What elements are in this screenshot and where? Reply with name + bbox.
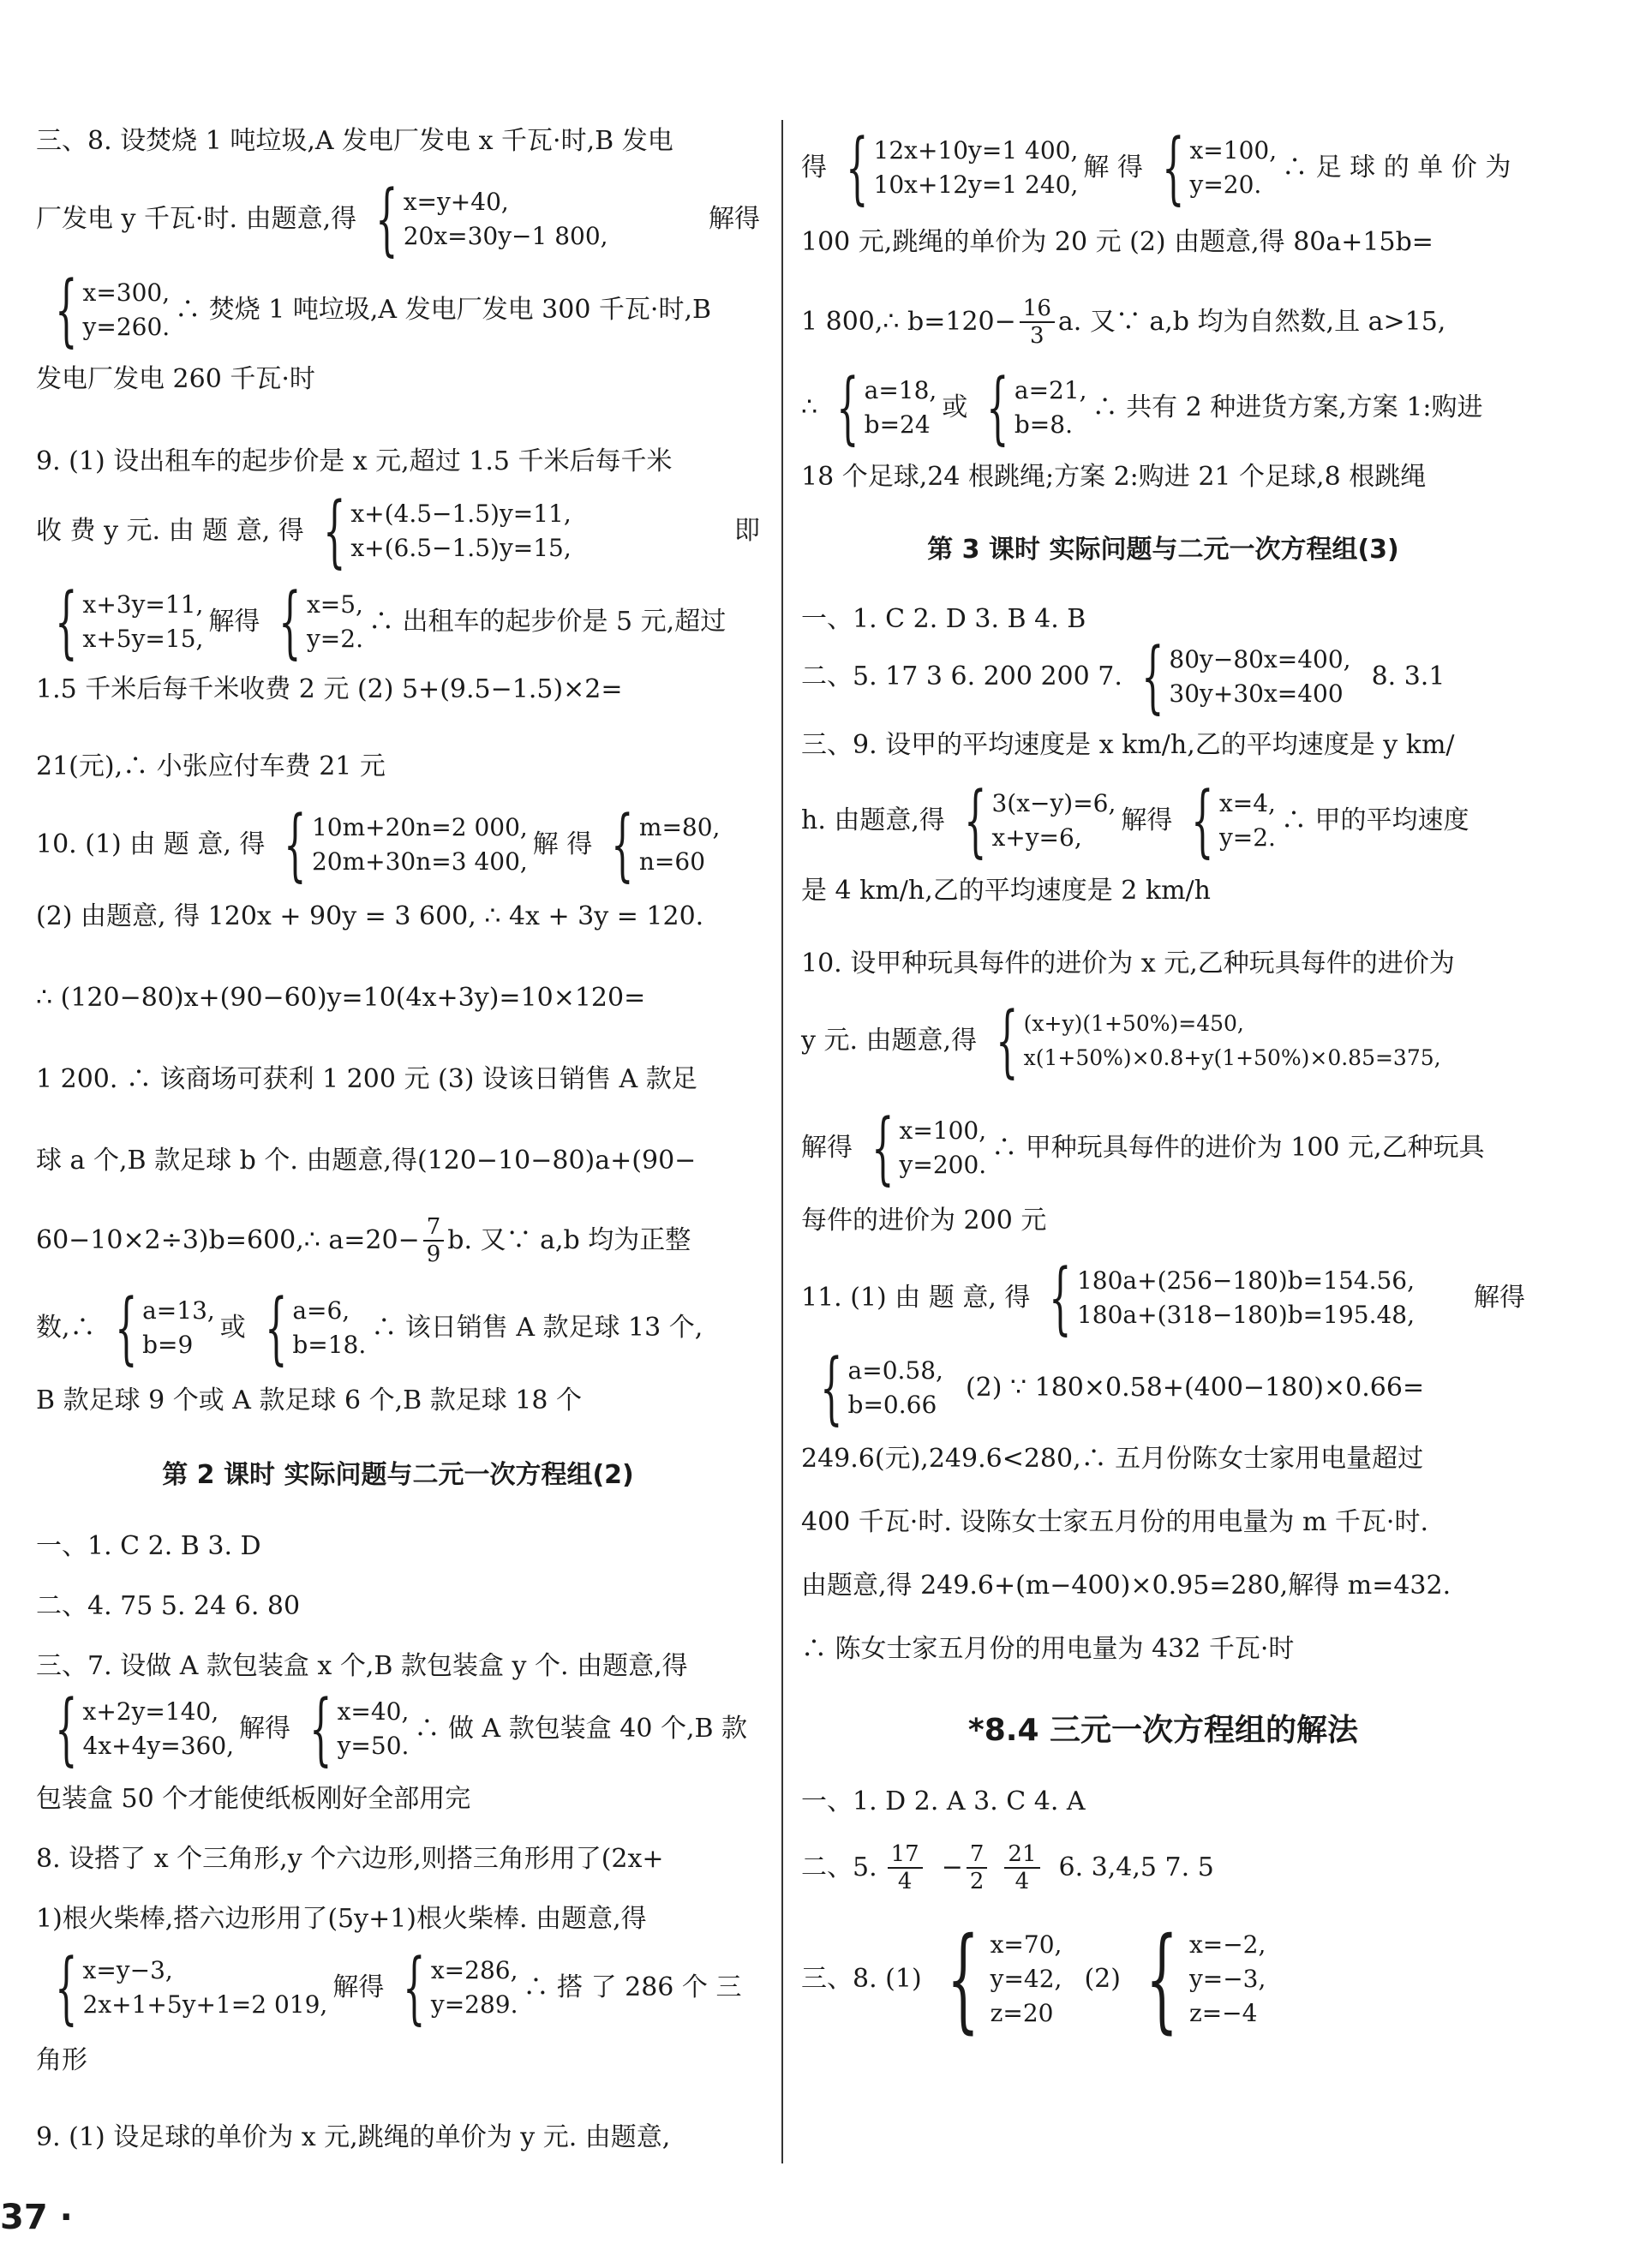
text-line: 由题意,得 249.6+(m−400)×0.95=280,解得 m=432. [801, 1571, 1451, 1601]
text-line: 9. (1) 设出租车的起步价是 x 元,超过 1.5 千米后每千米 [36, 446, 673, 476]
equation-system: { x+3y=11, x+5y=15, [55, 576, 204, 667]
equation-system: { m=80, n=60 [611, 799, 721, 890]
text-line: { x=300, y=260. ∴ 焚烧 1 吨垃圾,A 发电厂发电 300 千瓦·时,B [36, 276, 760, 344]
text-line: 21(元),∴ 小张应付车费 21 元 [36, 751, 386, 781]
text-line: 18 个足球,24 根跳绳;方案 2:购进 21 个足球,8 根跳绳 [801, 462, 1427, 492]
equation-system: { a=13, b=9 [114, 1282, 215, 1373]
equation-system: { a=6, b=18. [264, 1282, 367, 1373]
text-line: 二、5. $\frac{17}{4}$ − $\frac{7}{2}$ $\frac{21}{4}$ 6. 3,4,5 7. 5 [801, 1841, 1214, 1894]
equation-system: { x+2y=140, 4x+4y=360, [55, 1683, 235, 1774]
text-line: { x+3y=11, x+5y=15, 解得 { x=5, y=2. ∴ 出租车的起步价是 5 元,超过 [36, 588, 760, 656]
text-line: h. 由题意,得 { 3(x−y)=6, x+y=6, 解得 { x=4, y=2. ∴ 甲的平均速度 [801, 775, 1469, 866]
text-line: 每件的进价为 200 元 [801, 1206, 1047, 1236]
text-line: 是 4 km/h,乙的平均速度是 2 km/h [801, 876, 1211, 906]
section-heading: 第 3 课时 实际问题与二元一次方程组(3) [927, 535, 1399, 565]
text-line: 角形 [36, 2045, 87, 2075]
text-line: 包装盒 50 个才能使纸板刚好全部用完 [36, 1784, 471, 1814]
equation-system: { x=70, y=42, z=20 [946, 1913, 1062, 2045]
text-line: 球 a 个,B 款足球 b 个. 由题意,得(120−10−80)a+(90− [36, 1146, 697, 1176]
equation-system: { x=300, y=260. [55, 264, 171, 356]
text-line: ∴ 陈女士家五月份的用电量为 432 千瓦·时 [801, 1634, 1295, 1664]
text-line: 一、1. D 2. A 3. C 4. A [801, 1786, 1086, 1816]
text-line: 得 { 12x+10y=1 400, 10x+12y=1 240, 解 得 { x=100, y=20. ∴ 足 球 的 单 价 为 [801, 122, 1511, 213]
text-line: { x+2y=140, 4x+4y=360, 解得 { x=40, y=50. ∴ 做 A 款包装盒 40 个,B 款 [36, 1695, 760, 1763]
equation-system: { x=4, y=2. [1191, 775, 1276, 866]
section-heading: 第 2 课时 实际问题与二元一次方程组(2) [162, 1460, 634, 1490]
fraction: $\frac{17}{4}$ [888, 1841, 923, 1894]
equation-system: { x=y−3, 2x+1+5y+1=2 019, [55, 1942, 328, 2033]
equation-system: { x=286, y=289. [403, 1942, 518, 2033]
fraction: $\frac{7}{9}$ [423, 1214, 445, 1267]
page-number: 37 · [0, 2198, 73, 2237]
text-line: 10. (1) 由 题 意, 得 { 10m+20n=2 000, 20m+30n=3 400, 解 得 { m=80, n=60 [36, 799, 721, 890]
equation-system: { x=−2, y=−3, z=−4 [1146, 1913, 1266, 2045]
fraction: $\frac{21}{4}$ [1004, 1841, 1039, 1894]
text-line: 发电厂发电 260 千瓦·时 [36, 364, 315, 394]
text-line: 二、5. 17 3 6. 200 200 7. { 80y−80x=400, 30y+30x=400 8. 3.1 [801, 631, 1445, 722]
equation-system: { x=40, y=50. [309, 1683, 410, 1774]
equation-system: { x=y+40, 20x=30y−1 800, [375, 173, 608, 265]
text-line: 数,∴ { a=13, b=9 或 { a=6, b=18. ∴ 该日销售 A 款足球 13 个, [36, 1282, 703, 1373]
text-line: { a=0.58, b=0.66 (2) ∵ 180×0.58+(400−180)×0.66= [801, 1354, 1525, 1422]
equation-system: { 12x+10y=1 400, 10x+12y=1 240, [846, 122, 1079, 213]
equation-system: { x=100, y=200. [871, 1102, 987, 1194]
column-divider [781, 120, 783, 2163]
text-line: 1 800,∴ b=120− $\frac{16}{3}$ a. 又∵ a,b 均为自然数,且 a>15, [801, 296, 1446, 349]
text-line: 一、1. C 2. B 3. D [36, 1531, 261, 1561]
text-line: 249.6(元),249.6<280,∴ 五月份陈女士家用电量超过 [801, 1444, 1424, 1474]
text-line: 厂发电 y 千瓦·时. 由题意,得 { x=y+40, 20x=30y−1 800, 解得 [36, 173, 760, 265]
equation-system: { x=5, y=2. [278, 576, 363, 667]
text-line: 11. (1) 由 题 意, 得 { 180a+(256−180)b=154.56, 180a+(318−180)b=195.48, 解得 [801, 1252, 1525, 1343]
fraction: $\frac{7}{2}$ [967, 1841, 988, 1894]
text-line: ∴ { a=18, b=24 或 { a=21, b=8. ∴ 共有 2 种进货方案,方案 1:购进 [801, 362, 1483, 453]
text-line: 100 元,跳绳的单价为 20 元 (2) 由题意,得 80a+15b= [801, 227, 1433, 257]
text-line: ∴ (120−80)x+(90−60)y=10(4x+3y)=10×120= [36, 983, 646, 1013]
equation-system: { a=21, b=8. [986, 362, 1087, 453]
text-line: 三、7. 设做 A 款包装盒 x 个,B 款包装盒 y 个. 由题意,得 [36, 1651, 688, 1681]
fraction: $\frac{16}{3}$ [1020, 296, 1055, 349]
text-line: 三、9. 设甲的平均速度是 x km/h,乙的平均速度是 y km/ [801, 730, 1455, 760]
equation-system: { x+(4.5−1.5)y=11, x+(6.5−1.5)y=15, [322, 485, 572, 577]
text-line: (2) 由题意, 得 120x + 90y = 3 600, ∴ 4x + 3y = 120. [36, 901, 704, 931]
equation-system: { a=0.58, b=0.66 [820, 1342, 943, 1433]
text-line: 1.5 千米后每千米收费 2 元 (2) 5+(9.5−1.5)×2= [36, 674, 623, 704]
text-line: 9. (1) 设足球的单价为 x 元,跳绳的单价为 y 元. 由题意, [36, 2122, 671, 2152]
text-line: y 元. 由题意,得 { (x+y)(1+50%)=450, x(1+50%)×0.8+y(1+50%)×0.85=375, [801, 995, 1441, 1086]
text-line: 二、4. 75 5. 24 6. 80 [36, 1591, 301, 1621]
text-line: 三、8. (1) { x=70, y=42, z=20 (2) { x=−2, y=−3, z=−4 [801, 1913, 1266, 2045]
text-line: 1)根火柴棒,搭六边形用了(5y+1)根火柴棒. 由题意,得 [36, 1904, 647, 1934]
text-line: B 款足球 9 个或 A 款足球 6 个,B 款足球 18 个 [36, 1385, 583, 1415]
text-line: 400 千瓦·时. 设陈女士家五月份的用电量为 m 千瓦·时. [801, 1507, 1428, 1537]
text-line: { x=y−3, 2x+1+5y+1=2 019, 解得 { x=286, y=289. ∴ 搭 了 286 个 三 [36, 1954, 760, 2022]
equation-system: { 180a+(256−180)b=154.56, 180a+(318−180)b=195.48, [1049, 1252, 1416, 1343]
equation-system: { 3(x−y)=6, x+y=6, [964, 775, 1116, 866]
equation-system: { 10m+20n=2 000, 20m+30n=3 400, [284, 799, 528, 890]
text-line: 1 200. ∴ 该商场可获利 1 200 元 (3) 设该日销售 A 款足 [36, 1064, 697, 1094]
equation-system: { 80y−80x=400, 30y+30x=400 [1140, 631, 1351, 722]
equation-system: { (x+y)(1+50%)=450, x(1+50%)×0.8+y(1+50%)×0.85=375, [996, 995, 1441, 1086]
text-line: 收 费 y 元. 由 题 意, 得 { x+(4.5−1.5)y=11, x+(6.5−1.5)y=15, 即 [36, 485, 760, 577]
text-line: 三、8. 设焚烧 1 吨垃圾,A 发电厂发电 x 千瓦·时,B 发电 [36, 126, 673, 156]
text-line: 一、1. C 2. D 3. B 4. B [801, 604, 1086, 634]
equation-system: { a=18, b=24 [836, 362, 937, 453]
text-line: 10. 设甲种玩具每件的进价为 x 元,乙种玩具每件的进价为 [801, 948, 1455, 978]
text-line: 60−10×2÷3)b=600,∴ a=20− $\frac{7}{9}$ b. 又∵ a,b 均为正整 [36, 1214, 691, 1267]
text-line: 8. 设搭了 x 个三角形,y 个六边形,则搭三角形用了(2x+ [36, 1844, 664, 1874]
equation-system: { x=100, y=20. [1162, 122, 1278, 213]
text-line: 解得 { x=100, y=200. ∴ 甲种玩具每件的进价为 100 元,乙种玩具 [801, 1102, 1485, 1194]
section-heading: *8.4 三元一次方程组的解法 [967, 1713, 1359, 1748]
